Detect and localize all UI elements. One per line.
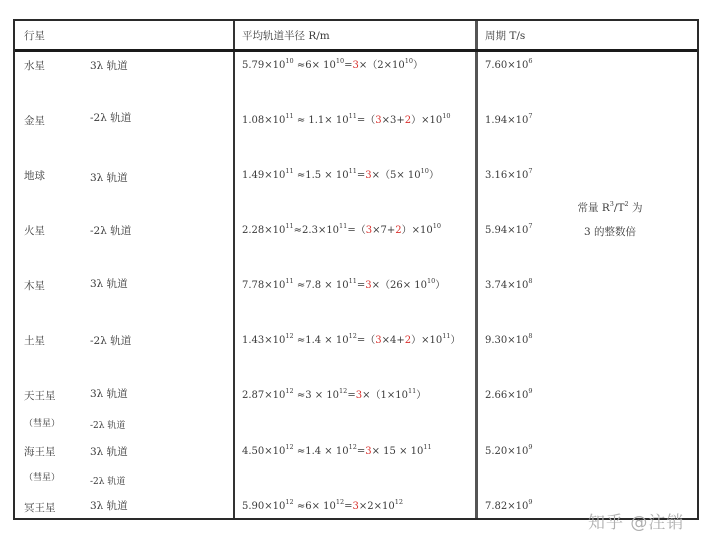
comet-orbit-label: -2λ 轨道 (90, 421, 126, 431)
period-value: $3.74\times 10^8$ (485, 277, 533, 291)
header-divider (15, 49, 697, 52)
constant-note-line1: 常量 $R^3/T^2$ 为 (577, 200, 643, 214)
radius-formula: $2.87\times 10^{12} \approx 3 \times 10^{12}=3\times(1\times 10^{11})$ (242, 387, 427, 401)
constant-note (555, 201, 665, 239)
period-value: $1.94\times 10^7$ (485, 112, 533, 126)
radius-formula: $1.43\times 10^{12} \approx 1.4 \times 10^{12}=(3\times 4+2)\times 10^{11}$） (242, 332, 461, 346)
radius-formula: $7.78\times 10^{11} \approx 7.8 \times 10^{11}=3\times(26\times 10^{10})$ (242, 277, 446, 291)
radius-formula: $1.08\times 10^{11} \approx 1.1\times 10^{11}=(3\times 3+2)\times 10^{10}$ (242, 112, 451, 126)
radius-formula: $5.90\times 10^{12} \approx 6\times 10^{12}=3\times 2\times 10^{12}$ (242, 498, 404, 512)
radius-formula: $2.28\times 10^{11}\approx 2.3\times 10^{11}=(3\times 7+2)\times 10^{10}$ (242, 222, 441, 236)
planet-orbit-table (13, 19, 699, 520)
column-divider-2 (475, 21, 478, 518)
column-divider-1 (233, 21, 235, 518)
comet-label: （彗星） (24, 473, 61, 483)
period-value: $7.82\times 10^9$ (485, 498, 533, 512)
period-value: $5.94\times 10^7$ (485, 222, 533, 236)
period-value: $2.66\times 10^9$ (485, 387, 533, 401)
zhihu-watermark: 知乎 @注销 (588, 513, 685, 533)
constant-note-line2: 3 的整数倍 (583, 226, 637, 238)
planet-name: 冥王星 (24, 502, 56, 514)
radius-formula: $5.79\times 10^{10} \approx 6\times 10^{10}=3\times(2\times 10^{10})$ (242, 57, 424, 71)
planet-name: 土星 (24, 335, 45, 347)
orbit-label: 3λ 轨道 (90, 172, 128, 184)
radius-formula: $4.50\times 10^{12} \approx 1.4 \times 10^{12}=3\times 15 \times 10^{11}$ (242, 443, 432, 457)
orbit-label: -2λ 轨道 (90, 225, 132, 237)
orbit-label: 3λ 轨道 (90, 60, 128, 72)
orbit-label: 3λ 轨道 (90, 388, 128, 400)
orbit-label: 3λ 轨道 (90, 446, 128, 458)
period-value: $7.60\times 10^6$ (485, 57, 533, 71)
header-radius: 平均轨道半径 R/m (242, 30, 330, 42)
orbit-label: -2λ 轨道 (90, 335, 132, 347)
planet-name: 天王星 (24, 390, 56, 402)
comet-label: （彗星） (24, 419, 61, 429)
orbit-label: -2λ 轨道 (90, 112, 132, 124)
planet-name: 海王星 (24, 446, 56, 458)
planet-name: 木星 (24, 280, 45, 292)
planet-name: 金星 (24, 115, 45, 127)
comet-orbit-label: -2λ 轨道 (90, 477, 126, 487)
period-value: $5.20\times 10^9$ (485, 443, 533, 457)
radius-formula: $1.49\times 10^{11} \approx 1.5 \times 10^{11}=3\times(5\times 10^{10})$ (242, 167, 439, 181)
header-planet: 行星 (24, 30, 45, 42)
orbit-label: 3λ 轨道 (90, 278, 128, 290)
period-value: $9.30\times 10^8$ (485, 332, 533, 346)
planet-name: 地球 (24, 170, 45, 182)
planet-name: 火星 (24, 225, 45, 237)
period-value: $3.16\times 10^7$ (485, 167, 533, 181)
orbit-label: 3λ 轨道 (90, 500, 128, 512)
header-period: 周期 T/s (485, 30, 526, 42)
planet-name: 水星 (24, 60, 45, 72)
